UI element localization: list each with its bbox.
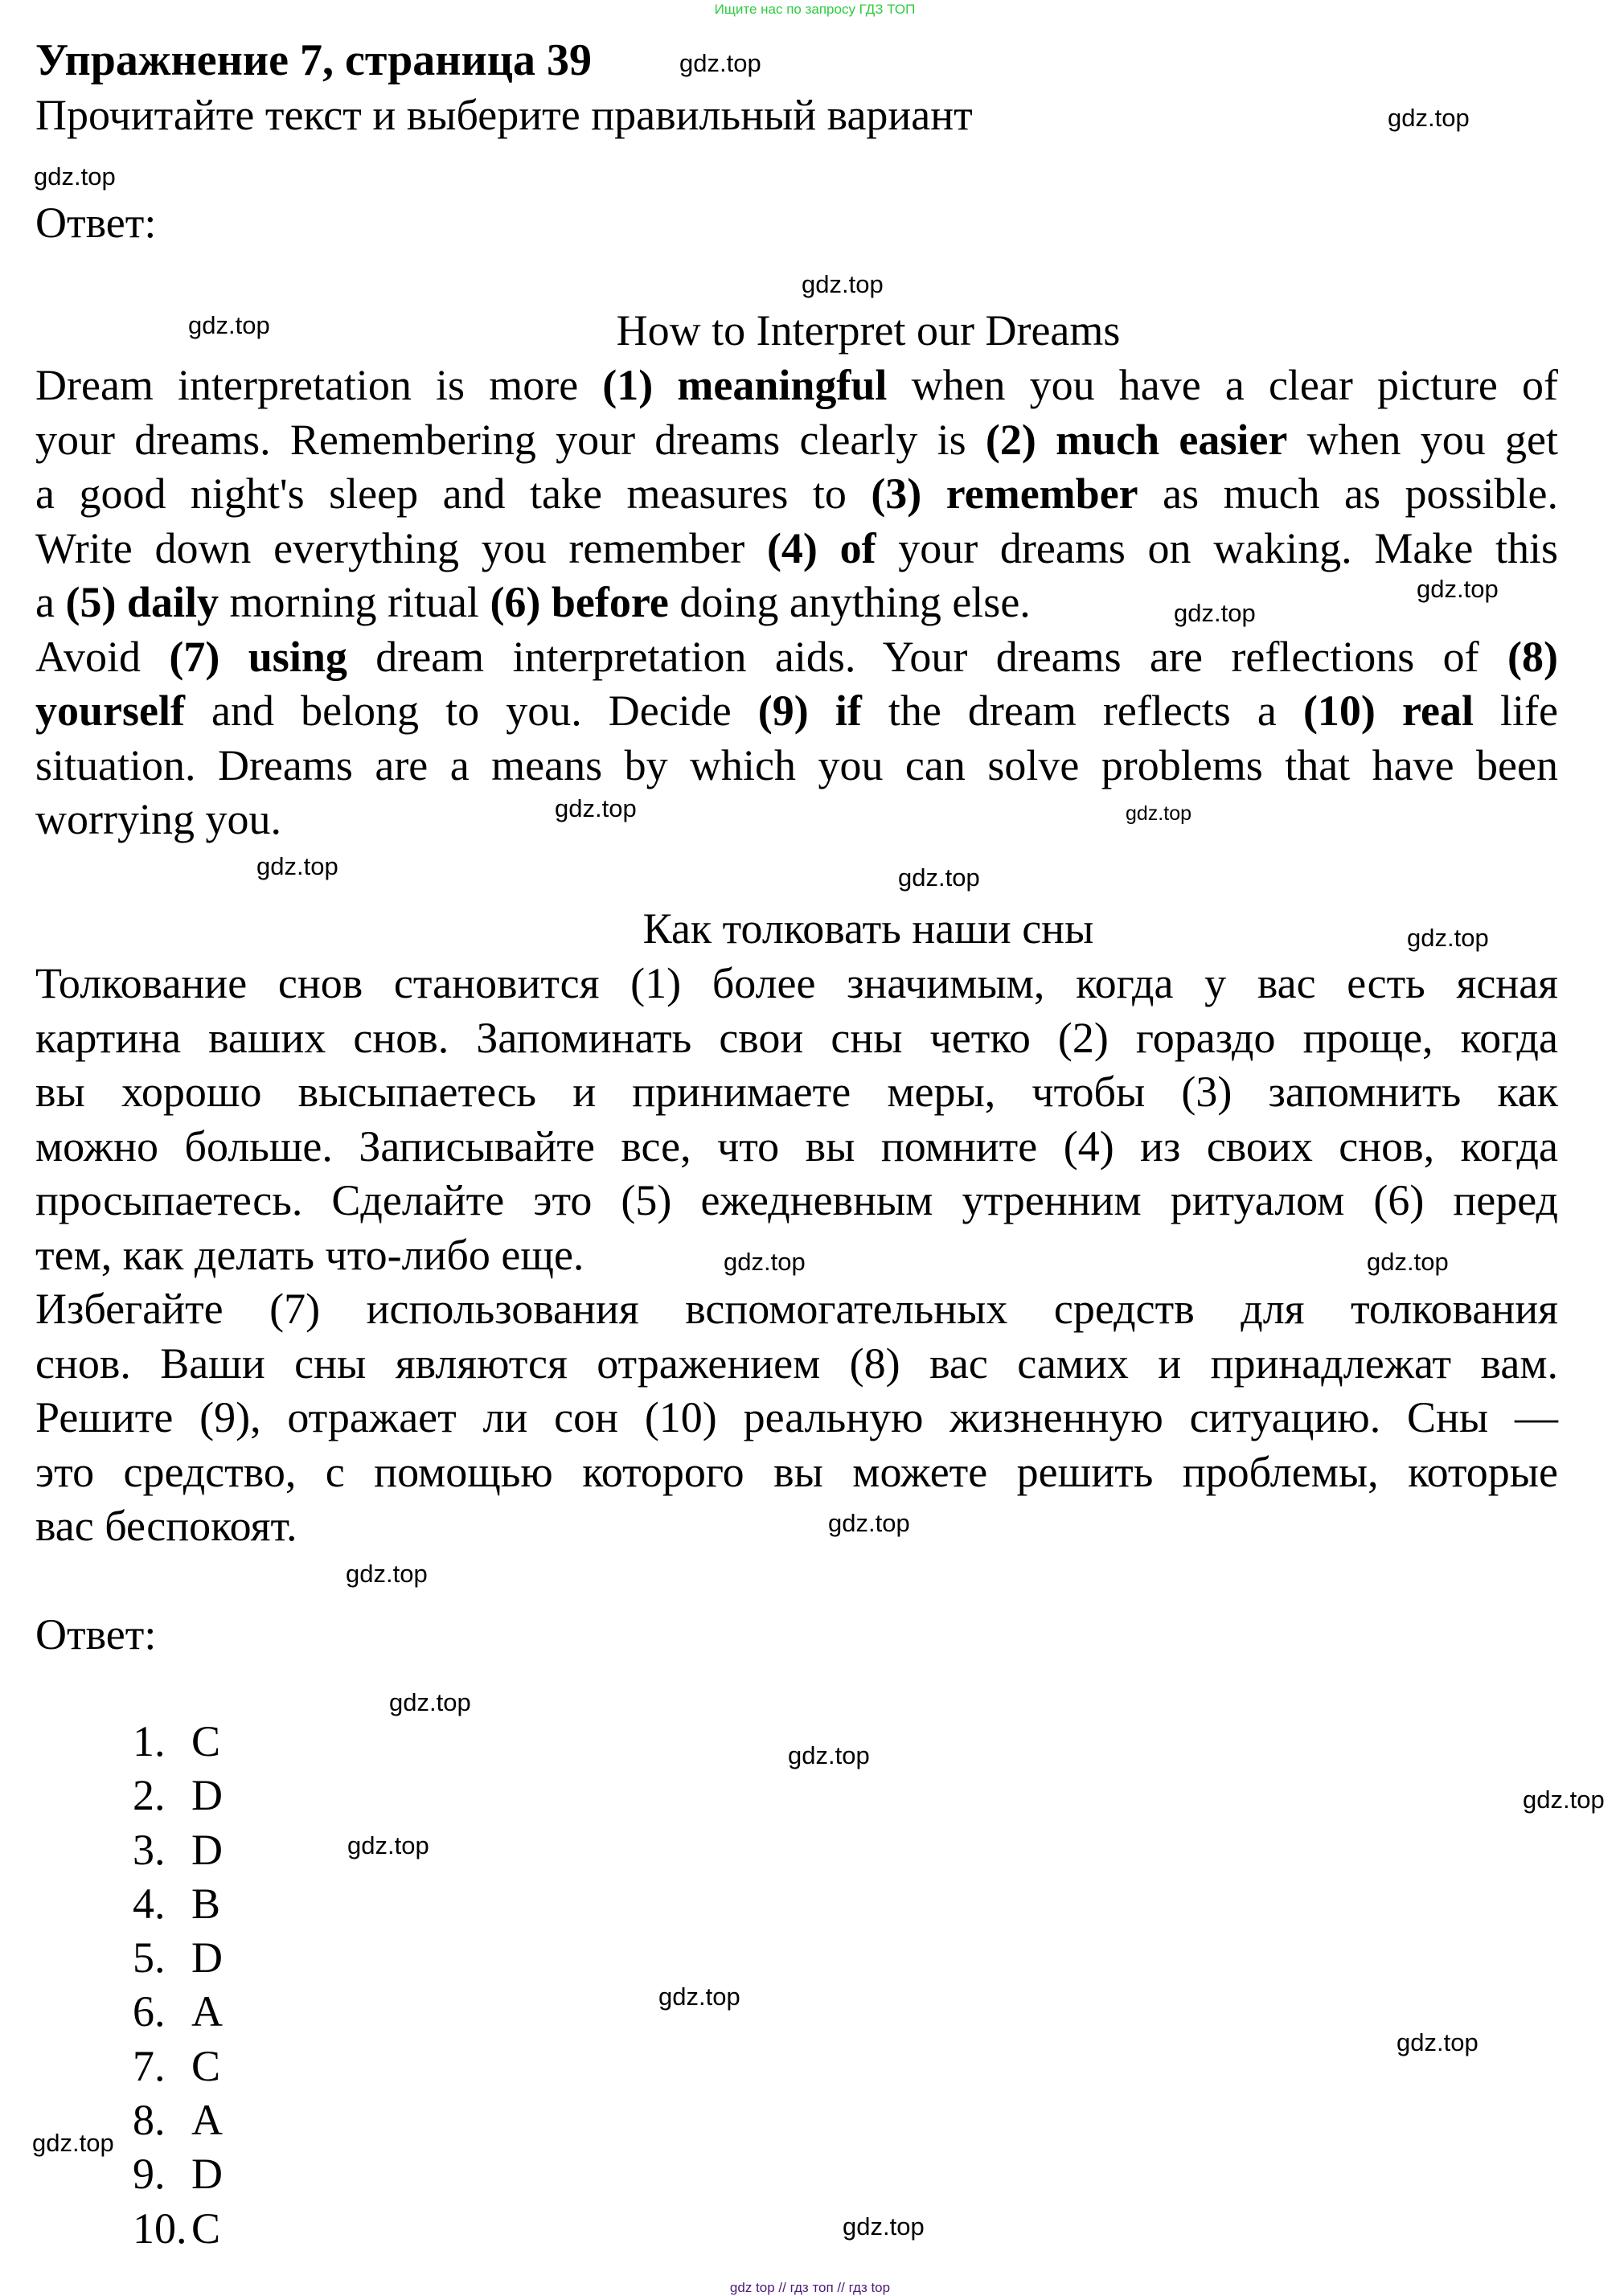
text-line	[35, 1065, 1558, 1120]
text-line	[35, 1282, 1558, 1337]
text-segment: a good night's sleep and take measures to	[35, 469, 872, 518]
answer-highlight: (6) before	[490, 578, 669, 626]
text-segment: картина ваших снов. Запоминать свои сны четко (2) гораздо проще, когда	[35, 1013, 1558, 1062]
answer-item	[133, 1823, 223, 1877]
text-segment: worrying you.	[35, 795, 281, 843]
footer-watermark: gdz top // гдз топ // гдз top	[729, 2280, 891, 2295]
text-segment: Avoid	[35, 632, 170, 681]
text-line	[35, 467, 1558, 522]
text-line	[35, 1011, 1558, 1066]
text-segment: Толкование снов становится (1) более значимым, когда у вас есть ясная	[35, 959, 1558, 1007]
answer-number: 1.	[133, 1717, 166, 1765]
answer-highlight: (4) of	[766, 523, 876, 572]
watermark: gdz.top	[32, 2129, 114, 2157]
answer-highlight: (5) daily	[65, 578, 219, 626]
watermark: gdz.top	[256, 852, 338, 880]
answer-item	[133, 2147, 223, 2201]
answer-value: C	[191, 1717, 221, 1765]
text-line	[35, 1445, 1558, 1500]
watermark: gdz.top	[1417, 575, 1499, 603]
watermark: gdz.top	[1388, 104, 1470, 132]
text-line	[35, 630, 1558, 685]
text-segment: your dreams on waking. Make this	[876, 523, 1558, 572]
answer-list	[133, 1715, 223, 2256]
answer-number: 10.	[133, 2204, 187, 2253]
answer-highlight: (3) remember	[871, 469, 1138, 518]
english-text	[35, 359, 1558, 847]
watermark: gdz.top	[346, 1560, 428, 1588]
text-line	[35, 793, 1558, 847]
top-search-note: Ищите нас по запросу ГДЗ ТОП	[714, 2, 916, 17]
answer-highlight: (9) if	[757, 687, 862, 735]
answer-value: D	[191, 1933, 223, 1982]
text-segment: the dream reflects a	[861, 687, 1303, 735]
text-segment: снов. Ваши сны являются отражением (8) вас самих и принадлежат вам.	[35, 1339, 1558, 1388]
answer-label: Ответ:	[35, 199, 157, 247]
text-segment: when you have a clear picture of	[887, 361, 1559, 409]
text-line	[35, 1499, 1558, 1554]
watermark: gdz.top	[843, 2212, 925, 2241]
text-segment: a	[35, 578, 66, 626]
text-line	[35, 359, 1558, 413]
watermark: gdz.top	[679, 49, 761, 77]
answer-item	[133, 2202, 223, 2256]
watermark: gdz.top	[802, 270, 884, 298]
text-line	[35, 1337, 1558, 1392]
text-segment: situation. Dreams are a means by which you can solve problems that have been	[35, 740, 1558, 789]
answer-value: A	[191, 1987, 223, 2036]
answer-value: C	[191, 2204, 221, 2253]
text-segment: when you get	[1287, 415, 1558, 464]
answer-value: D	[191, 1771, 223, 1820]
answer-value: B	[191, 1879, 221, 1928]
answer-item	[133, 2093, 223, 2147]
answer-highlight: (8)	[1507, 632, 1559, 681]
answer-value: D	[191, 1825, 223, 1874]
answer-item	[133, 1715, 223, 1769]
watermark: gdz.top	[898, 863, 980, 892]
text-line	[35, 957, 1558, 1011]
watermark: gdz.top	[1367, 1248, 1449, 1276]
answer-number: 3.	[133, 1825, 166, 1874]
answer-number: 4.	[133, 1879, 166, 1928]
text-segment: dream interpretation aids. Your dreams are reflections of	[347, 632, 1508, 681]
text-segment: as much as possible.	[1138, 469, 1558, 518]
answer-value: D	[191, 2150, 223, 2199]
answer-number: 5.	[133, 1933, 166, 1982]
text-segment: Write down everything you remember	[35, 523, 767, 572]
watermark: gdz.top	[1407, 924, 1489, 952]
watermark: gdz.top	[34, 162, 116, 191]
answer-highlight: (2) much easier	[985, 415, 1288, 464]
text-segment: это средство, с помощью которого вы можете решить проблемы, которые	[35, 1447, 1558, 1496]
watermark: gdz.top	[1174, 599, 1256, 627]
text-line	[35, 1120, 1558, 1175]
answer-number: 2.	[133, 1771, 166, 1820]
text-segment: просыпаетесь. Сделайте это (5) ежедневным утренним ритуалом (6) перед	[35, 1176, 1558, 1224]
text-line	[35, 739, 1558, 793]
watermark: gdz.top	[555, 794, 637, 822]
answer-item	[133, 1877, 223, 1931]
watermark: gdz.top	[1523, 1786, 1605, 1814]
watermark: gdz.top	[389, 1688, 471, 1716]
answer-number: 7.	[133, 2041, 166, 2090]
answer-highlight: yourself	[35, 687, 185, 735]
watermark: gdz.top	[347, 1831, 429, 1859]
russian-heading: Как толковать наши сны	[642, 904, 1094, 953]
text-segment: можно больше. Записывайте все, что вы помните (4) из своих снов, когда	[35, 1121, 1558, 1171]
watermark: gdz.top	[188, 311, 270, 339]
task-instruction: Прочитайте текст и выберите правильный вариант	[35, 91, 973, 139]
answer-number: 9.	[133, 2150, 166, 2199]
answer-item	[133, 1931, 223, 1985]
text-segment: Избегайте (7) использования вспомогательных средств для толкования	[35, 1285, 1558, 1333]
answer-value: C	[191, 2041, 221, 2090]
answer-item	[133, 1985, 223, 2039]
answer-highlight: (7) using	[169, 632, 347, 681]
text-line	[35, 684, 1558, 739]
watermark: gdz.top	[788, 1741, 870, 1769]
answer-item	[133, 2040, 223, 2093]
text-line	[35, 1391, 1558, 1445]
watermark: gdz.top	[1126, 802, 1192, 825]
text-line	[35, 522, 1558, 576]
answer-number: 8.	[133, 2096, 166, 2145]
text-line	[35, 413, 1558, 468]
text-segment: вы хорошо высыпаетесь и принимаете меры, чтобы (3) запомнить как	[35, 1068, 1558, 1116]
watermark: gdz.top	[658, 1982, 740, 2011]
answer-highlight: (1) meaningful	[602, 361, 888, 409]
text-segment: Решите (9), отражает ли сон (10) реальную жизненную ситуацию. Сны —	[35, 1393, 1558, 1441]
answer-value: A	[191, 2096, 223, 2145]
text-segment: morning ritual	[218, 578, 490, 626]
answer-number: 6.	[133, 1987, 166, 2036]
text-segment: and belong to you. Decide	[184, 687, 758, 735]
answer-label: Ответ:	[35, 1610, 157, 1658]
answer-highlight: (10) real	[1302, 687, 1474, 735]
watermark: gdz.top	[1396, 2028, 1479, 2056]
text-line	[35, 576, 1558, 630]
english-heading: How to Interpret our Dreams	[616, 306, 1121, 355]
watermark: gdz.top	[724, 1248, 806, 1276]
text-segment: вас беспокоят.	[35, 1502, 297, 1550]
text-segment: your dreams. Remembering your dreams clearly is	[35, 415, 986, 464]
text-segment: тем, как делать что-либо еще.	[35, 1230, 584, 1279]
answer-item	[133, 1769, 223, 1822]
page-title: Упражнение 7, страница 39	[35, 35, 593, 85]
text-segment: Dream interpretation is more	[35, 361, 603, 409]
watermark: gdz.top	[828, 1509, 910, 1537]
text-segment: life	[1473, 687, 1559, 735]
text-segment: doing anything else.	[668, 578, 1031, 626]
text-line	[35, 1174, 1558, 1228]
